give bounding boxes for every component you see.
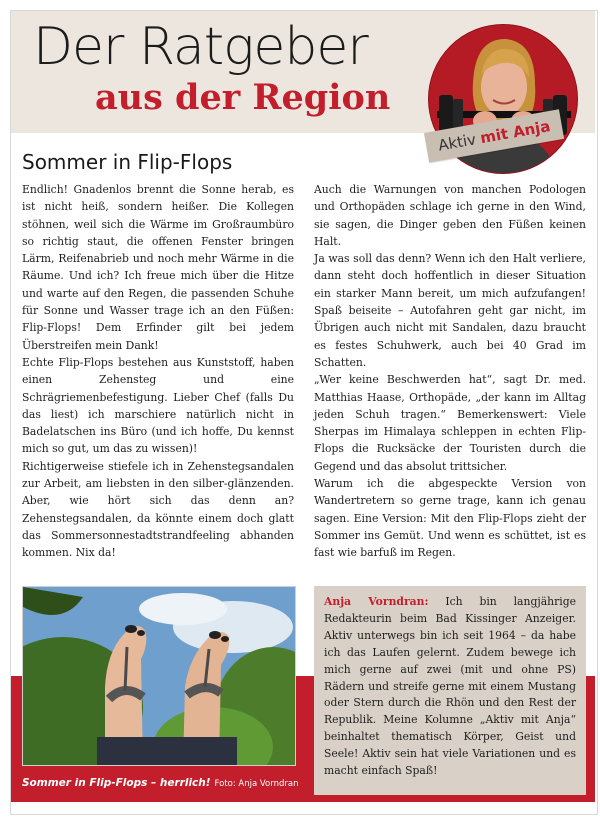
article-column-right	[314, 181, 586, 562]
article-paragraph: Echte Flip-Flops bestehen aus Kunststoff, haben einen Zehensteg und eine Schrägriemenbefestigung. Lieber Chef (falls Du das liest) ich marschiere natürlich nicht in Badelatschen ins Büro (und ich hoffe, Du kennst mich so gut, um das zu wissen)!	[22, 355, 294, 456]
article-paragraph: Endlich! Gnadenlos brennt die Sonne herab, es ist nicht heiß, sondern heißer. Die Kollegen stöhnen, weil sich die Wärme im Großraumbüro so richtig staut, die offenen Fenster bringen Lärm, Reifenabrieb und noch mehr Wärme in die Räume. Und ich? Ich freue mich über die Hitze und warte auf den Regen, die passenden Schuhe für Sonne und Wasser trage ich an den Füßen: Flip-Flops! Dem Erfinder gilt bei jedem Überstreifen mein Dank!	[22, 183, 294, 352]
masthead-subtitle: aus der Region	[95, 77, 391, 118]
author-name: Anja Vorndran:	[324, 595, 429, 608]
article-paragraph: Warum ich die abgespeckte Version von Wandertretern so gerne trage, kann ich genau sagen. Eine Version: Mit den Flip-Flops zieht der Sommer ins Gemüt. Und wenn es schüttet, ist es fast wie barfuß im Regen.	[314, 477, 586, 560]
badge-prefix: Aktiv	[436, 130, 478, 155]
author-bio-text: Ich bin langjährige Redakteurin beim Bad Kissinger Anzeiger. Aktiv unterwegs bin ich seit 1964 – da habe ich das Laufen gelernt. Zudem bewege ich mich gerne auf zwei (mit und ohne PS) Rädern und streife gerne mit einem Mustang oder Stern durch die Rhön und den Rest der Republik. Meine Kolumne „Aktiv mit Anja“ beinhaltet thematisch Körper, Geist und Seele! Aktiv sein hat viele Variationen und es macht einfach Spaß!	[324, 595, 577, 778]
author-bio-box	[314, 586, 586, 795]
article-title: Sommer in Flip-Flops	[22, 150, 233, 174]
badge-highlight: mit Anja	[478, 117, 552, 148]
photo-caption-text: Sommer in Flip-Flops – herrlich!	[22, 777, 211, 789]
flip-flops-photo	[22, 586, 296, 766]
article-paragraph: Ja was soll das denn? Wenn ich den Halt verliere, dann steht doch hoffentlich in dieser Situation ein starker Mann bereit, um mich aufzufangen! Spaß beiseite – Autofahren geht gar nicht, im Übrigen auch nicht mit Sandalen, dazu braucht es festes Schuhwerk, auch bei 40 Grad im Schatten.	[314, 252, 586, 369]
article-paragraph: „Wer keine Beschwerden hat“, sagt Dr. med. Matthias Haase, Orthopäde, „der kann im Alltag jeden Schuh tragen.“ Bemerkenswert: Viele Sherpas im Himalaya schleppen in echten Flip-Flops die Rucksäcke der Touristen durch die Gegend und das absolut trittsicher.	[314, 373, 586, 473]
photo-caption	[22, 771, 298, 790]
article-column-left	[22, 181, 294, 562]
article-paragraph: Auch die Warnungen von manchen Podologen und Orthopäden schlage ich gerne in den Wind, sie sagen, die Dinger geben den Füßen keinen Halt.	[314, 183, 586, 248]
masthead-title: Der Ratgeber	[33, 17, 368, 77]
author-bio	[324, 594, 576, 780]
article-paragraph: Richtigerweise stiefele ich in Zehenstegsandalen zur Arbeit, am liebsten in den silber-glänzenden. Aber, wie hört sich das denn an? Zehenstegsandalen, da könnte einem doch glatt das Sommersonnestadtstrandfeeling abhanden kommen. Nix da!	[22, 459, 294, 560]
photo-credit: Foto: Anja Vorndran	[214, 779, 299, 789]
